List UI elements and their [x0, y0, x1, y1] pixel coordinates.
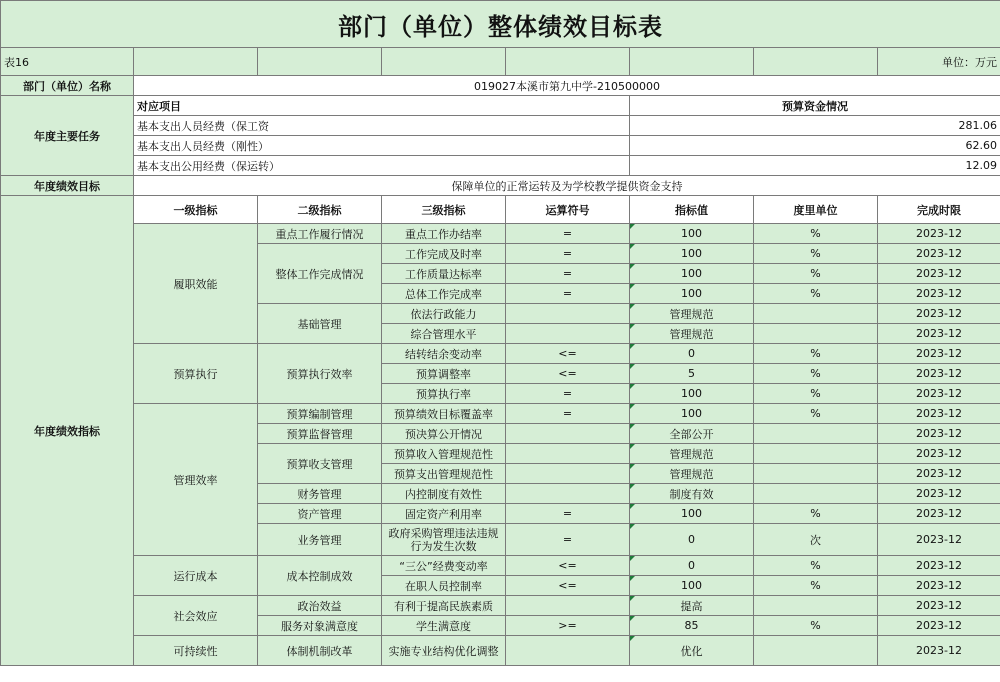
target-value: 管理规范: [630, 464, 754, 484]
operator: =: [506, 284, 630, 304]
level2-indicator: 整体工作完成情况: [258, 244, 382, 304]
target-value: 100: [630, 384, 754, 404]
level2-indicator: 业务管理: [258, 524, 382, 556]
operator: =: [506, 504, 630, 524]
level3-indicator: 预算调整率: [382, 364, 506, 384]
measure-unit: [754, 324, 878, 344]
level3-indicator: 工作完成及时率: [382, 244, 506, 264]
measure-unit: %: [754, 284, 878, 304]
task-row: [1, 116, 1000, 136]
measure-unit: %: [754, 504, 878, 524]
level3-indicator: 政府采购管理违法违规行为发生次数: [382, 524, 506, 556]
level3-indicator: 结转结余变动率: [382, 344, 506, 364]
dept-name: 019027本溪市第九中学-210500000: [134, 76, 1000, 96]
deadline: 2023-12: [878, 616, 1000, 636]
level3-indicator: 内控制度有效性: [382, 484, 506, 504]
level3-indicator: 工作质量达标率: [382, 264, 506, 284]
level2-indicator: 基础管理: [258, 304, 382, 344]
annual-tasks-label: 年度主要任务: [1, 96, 134, 176]
level3-indicator: 在职人员控制率: [382, 576, 506, 596]
indicator-row: [1, 344, 1000, 364]
deadline: 2023-12: [878, 404, 1000, 424]
level1-indicator: 预算执行: [134, 344, 258, 404]
indicator-row: [1, 636, 1000, 666]
level1-indicator: 履职效能: [134, 224, 258, 344]
measure-unit: %: [754, 616, 878, 636]
target-value: 提高: [630, 596, 754, 616]
level3-indicator: 预算支出管理规范性: [382, 464, 506, 484]
target-value: 全部公开: [630, 424, 754, 444]
operator: [506, 596, 630, 616]
operator: [506, 636, 630, 666]
table-number: 表16: [1, 48, 134, 76]
operator: <=: [506, 556, 630, 576]
target-value: 100: [630, 244, 754, 264]
operator: >=: [506, 616, 630, 636]
measure-unit: %: [754, 244, 878, 264]
level3-indicator: 固定资产利用率: [382, 504, 506, 524]
column-header: 度里单位: [754, 196, 878, 224]
column-header: 三级指标: [382, 196, 506, 224]
task-row: [1, 156, 1000, 176]
deadline: 2023-12: [878, 464, 1000, 484]
level2-indicator: 体制机制改革: [258, 636, 382, 666]
level3-indicator: 预算绩效目标覆盖率: [382, 404, 506, 424]
target-value: 0: [630, 344, 754, 364]
target-value: 100: [630, 404, 754, 424]
measure-unit: %: [754, 264, 878, 284]
level2-indicator: 预算收支管理: [258, 444, 382, 484]
level3-indicator: 预算执行率: [382, 384, 506, 404]
operator: =: [506, 224, 630, 244]
annual-goal-label: 年度绩效目标: [1, 176, 134, 196]
level3-indicator: 依法行政能力: [382, 304, 506, 324]
dept-row: [1, 76, 1000, 96]
level3-indicator: “三公”经费变动率: [382, 556, 506, 576]
deadline: 2023-12: [878, 344, 1000, 364]
task-amount: 281.06: [630, 116, 1000, 136]
deadline: 2023-12: [878, 484, 1000, 504]
deadline: 2023-12: [878, 364, 1000, 384]
column-header: 指标值: [630, 196, 754, 224]
annual-goal-text: 保障单位的正常运转及为学校教学提供资金支持: [134, 176, 1000, 196]
column-header: 运算符号: [506, 196, 630, 224]
deadline: 2023-12: [878, 524, 1000, 556]
level3-indicator: 学生满意度: [382, 616, 506, 636]
level3-indicator: 预决算公开情况: [382, 424, 506, 444]
task-amount: 62.60: [630, 136, 1000, 156]
operator: [506, 444, 630, 464]
operator: [506, 304, 630, 324]
level1-indicator: 社会效应: [134, 596, 258, 636]
indicator-row: [1, 224, 1000, 244]
measure-unit: 次: [754, 524, 878, 556]
target-value: 100: [630, 264, 754, 284]
indicator-row: [1, 404, 1000, 424]
dept-label: 部门（单位）名称: [1, 76, 134, 96]
measure-unit: %: [754, 364, 878, 384]
measure-unit: [754, 484, 878, 504]
operator: [506, 484, 630, 504]
measure-unit: %: [754, 344, 878, 364]
page-title: 部门（单位）整体绩效目标表: [1, 1, 1000, 48]
level1-indicator: 可持续性: [134, 636, 258, 666]
level3-indicator: 有利于提高民族素质: [382, 596, 506, 616]
indicators-label: 年度绩效指标: [1, 196, 134, 666]
target-value: 100: [630, 576, 754, 596]
level1-indicator: 管理效率: [134, 404, 258, 556]
target-value: 0: [630, 556, 754, 576]
target-value: 管理规范: [630, 304, 754, 324]
level3-indicator: 总体工作完成率: [382, 284, 506, 304]
deadline: 2023-12: [878, 424, 1000, 444]
tasks-header-row: [1, 96, 1000, 116]
target-value: 管理规范: [630, 444, 754, 464]
target-value: 0: [630, 524, 754, 556]
level2-indicator: 重点工作履行情况: [258, 224, 382, 244]
measure-unit: [754, 636, 878, 666]
deadline: 2023-12: [878, 324, 1000, 344]
level2-indicator: 预算监督管理: [258, 424, 382, 444]
target-value: 制度有效: [630, 484, 754, 504]
deadline: 2023-12: [878, 244, 1000, 264]
operator: [506, 424, 630, 444]
task-name: 基本支出人员经费（保工资: [134, 116, 630, 136]
operator: =: [506, 384, 630, 404]
column-header: 二级指标: [258, 196, 382, 224]
indicator-row: [1, 596, 1000, 616]
deadline: 2023-12: [878, 636, 1000, 666]
deadline: 2023-12: [878, 264, 1000, 284]
level2-indicator: 预算编制管理: [258, 404, 382, 424]
measure-unit: %: [754, 556, 878, 576]
operator: =: [506, 404, 630, 424]
target-value: 100: [630, 284, 754, 304]
measure-unit: [754, 464, 878, 484]
level2-indicator: 成本控制成效: [258, 556, 382, 596]
operator: [506, 464, 630, 484]
deadline: 2023-12: [878, 284, 1000, 304]
target-value: 5: [630, 364, 754, 384]
tasks-item-header: 对应项目: [134, 96, 630, 116]
measure-unit: [754, 596, 878, 616]
target-value: 85: [630, 616, 754, 636]
measure-unit: %: [754, 576, 878, 596]
operator: =: [506, 524, 630, 556]
task-name: 基本支出公用经费（保运转）: [134, 156, 630, 176]
goal-row: [1, 176, 1000, 196]
tasks-budget-header: 预算资金情况: [630, 96, 1000, 116]
indicator-header-row: [1, 196, 1000, 224]
operator: [506, 324, 630, 344]
unit-label: 单位：万元: [878, 48, 1000, 76]
measure-unit: [754, 444, 878, 464]
deadline: 2023-12: [878, 304, 1000, 324]
level1-indicator: 运行成本: [134, 556, 258, 596]
deadline: 2023-12: [878, 576, 1000, 596]
target-value: 100: [630, 504, 754, 524]
deadline: 2023-12: [878, 224, 1000, 244]
meta-row: [1, 48, 1000, 76]
level3-indicator: 预算收入管理规范性: [382, 444, 506, 464]
measure-unit: %: [754, 384, 878, 404]
indicator-row: [1, 556, 1000, 576]
task-row: [1, 136, 1000, 156]
level3-indicator: 重点工作办结率: [382, 224, 506, 244]
operator: <=: [506, 364, 630, 384]
deadline: 2023-12: [878, 504, 1000, 524]
measure-unit: [754, 304, 878, 324]
target-value: 管理规范: [630, 324, 754, 344]
operator: <=: [506, 344, 630, 364]
level2-indicator: 资产管理: [258, 504, 382, 524]
level2-indicator: 财务管理: [258, 484, 382, 504]
task-name: 基本支出人员经费（刚性）: [134, 136, 630, 156]
task-amount: 12.09: [630, 156, 1000, 176]
deadline: 2023-12: [878, 596, 1000, 616]
level3-indicator: 实施专业结构优化调整: [382, 636, 506, 666]
level2-indicator: 政治效益: [258, 596, 382, 616]
deadline: 2023-12: [878, 556, 1000, 576]
operator: =: [506, 264, 630, 284]
measure-unit: [754, 424, 878, 444]
level3-indicator: 综合管理水平: [382, 324, 506, 344]
title-row: [1, 1, 1000, 48]
level2-indicator: 服务对象满意度: [258, 616, 382, 636]
target-value: 100: [630, 224, 754, 244]
operator: =: [506, 244, 630, 264]
deadline: 2023-12: [878, 384, 1000, 404]
target-value: 优化: [630, 636, 754, 666]
deadline: 2023-12: [878, 444, 1000, 464]
level2-indicator: 预算执行效率: [258, 344, 382, 404]
measure-unit: %: [754, 404, 878, 424]
measure-unit: %: [754, 224, 878, 244]
column-header: 一级指标: [134, 196, 258, 224]
column-header: 完成时限: [878, 196, 1000, 224]
operator: <=: [506, 576, 630, 596]
